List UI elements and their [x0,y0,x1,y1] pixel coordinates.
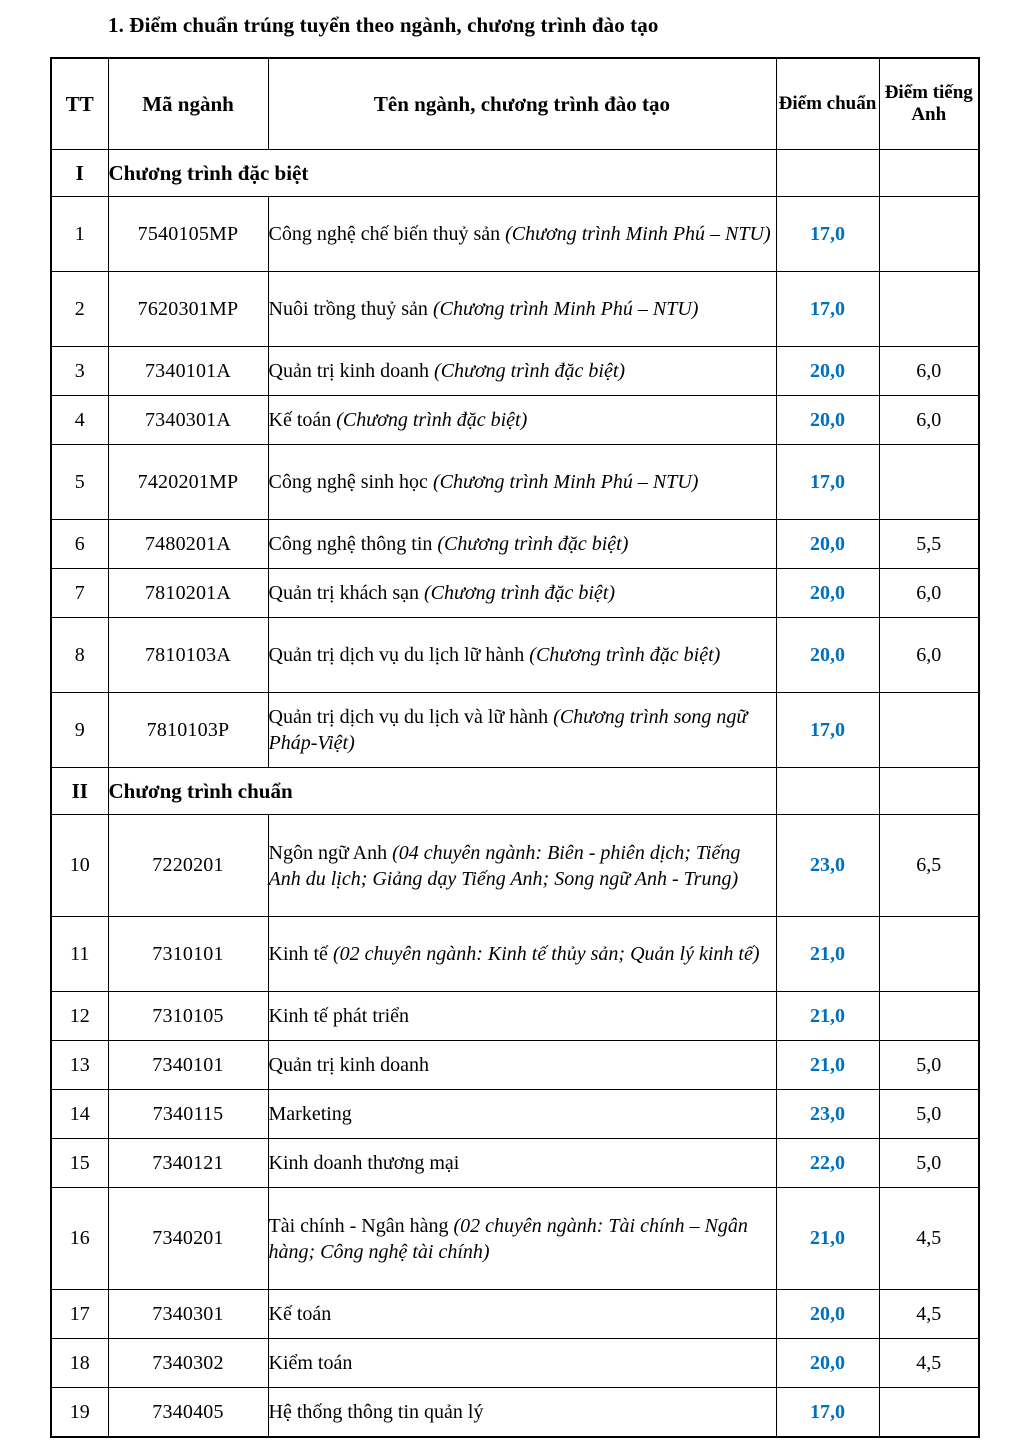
cell-major-code: 7340405 [108,1388,268,1438]
cell-major-name [268,618,776,693]
cell-index: 17 [51,1290,108,1339]
major-name-text: Kinh tế [268,943,333,965]
table-row [51,1290,979,1339]
cell-benchmark-score: 20,0 [776,569,879,618]
cell-index: 3 [51,347,108,396]
cell-major-code: 7810103P [108,693,268,768]
cell-english-score [879,693,979,768]
section-score-cell [776,768,879,815]
major-name-text: Kinh tế phát triển [268,1005,410,1027]
column-header-score: Điểm chuẩn [776,58,879,150]
section-numeral: I [51,150,108,197]
table-row [51,1041,979,1090]
cell-major-name [268,1339,776,1388]
cell-index: 10 [51,815,108,917]
table-row [51,618,979,693]
table-row [51,272,979,347]
major-program-note: (02 chuyên ngành: Kinh tế thủy sản; Quản lý kinh tế) [332,943,760,965]
section-label: Chương trình chuẩn [108,768,776,815]
major-program-note: (Chương trình Minh Phú – NTU) [432,298,699,320]
cell-major-code: 7220201 [108,815,268,917]
cell-major-code: 7340115 [108,1090,268,1139]
cell-index: 2 [51,272,108,347]
cell-major-name [268,396,776,445]
table-row [51,569,979,618]
cell-english-score [879,917,979,992]
page-title: 1. Điểm chuẩn trúng tuyển theo ngành, chương trình đào tạo [108,13,659,37]
major-program-note: (Chương trình đặc biệt) [437,533,629,555]
cell-major-name [268,1139,776,1188]
cell-major-name [268,1090,776,1139]
cell-benchmark-score: 23,0 [776,815,879,917]
cell-major-name [268,569,776,618]
major-name-text: Quản trị dịch vụ du lịch lữ hành [268,644,530,666]
table-row [51,396,979,445]
cell-major-name [268,520,776,569]
column-header-english: Điểm tiếng Anh [879,58,979,150]
section-score-cell [776,150,879,197]
major-program-note: (Chương trình đặc biệt) [424,582,616,604]
cell-major-code: 7420201MP [108,445,268,520]
table-body [51,150,979,1438]
major-name-text: Công nghệ chế biến thuỷ sản [268,223,506,245]
section-numeral: II [51,768,108,815]
table-row [51,1188,979,1290]
cell-benchmark-score: 20,0 [776,347,879,396]
cell-english-score [879,1388,979,1438]
cell-major-code: 7340121 [108,1139,268,1188]
table-row [51,1339,979,1388]
major-program-note: (Chương trình đặc biệt) [434,360,626,382]
cell-major-name [268,917,776,992]
table-row [51,347,979,396]
table-row [51,693,979,768]
cell-benchmark-score: 21,0 [776,992,879,1041]
cell-major-code: 7340101 [108,1041,268,1090]
table-header [51,58,979,150]
major-program-note: (Chương trình song ngữ Pháp-Việt) [268,706,748,754]
cell-benchmark-score: 20,0 [776,396,879,445]
admission-score-table [50,57,980,1438]
major-name-text: Nuôi trồng thuỷ sản [268,298,433,320]
cell-index: 14 [51,1090,108,1139]
cell-index: 4 [51,396,108,445]
cell-major-code: 7310105 [108,992,268,1041]
cell-index: 15 [51,1139,108,1188]
cell-major-code: 7810201A [108,569,268,618]
cell-benchmark-score: 21,0 [776,917,879,992]
cell-major-name [268,815,776,917]
cell-english-score: 6,0 [879,347,979,396]
cell-major-name [268,272,776,347]
cell-index: 11 [51,917,108,992]
table-row [51,815,979,917]
cell-index: 13 [51,1041,108,1090]
major-name-text: Quản trị kinh doanh [268,1054,430,1076]
cell-major-name [268,347,776,396]
cell-major-name [268,992,776,1041]
cell-major-name [268,1388,776,1438]
cell-english-score [879,197,979,272]
cell-major-code: 7340101A [108,347,268,396]
cell-major-code: 7620301MP [108,272,268,347]
cell-major-name [268,693,776,768]
column-header-name: Tên ngành, chương trình đào tạo [268,58,776,150]
cell-index: 8 [51,618,108,693]
major-name-text: Ngôn ngữ Anh [268,841,393,864]
cell-benchmark-score: 17,0 [776,445,879,520]
section-english-cell [879,150,979,197]
table-row [51,917,979,992]
cell-index: 16 [51,1188,108,1290]
cell-benchmark-score: 20,0 [776,520,879,569]
cell-major-name [268,197,776,272]
major-name-text: Kinh doanh thương mại [268,1152,460,1174]
cell-benchmark-score: 17,0 [776,272,879,347]
cell-english-score [879,992,979,1041]
major-name-text: Hệ thống thông tin quản lý [268,1401,484,1423]
cell-index: 18 [51,1339,108,1388]
cell-english-score: 5,0 [879,1139,979,1188]
cell-major-code: 7310101 [108,917,268,992]
major-name-text: Tài chính - Ngân hàng [268,1214,454,1237]
cell-english-score: 5,5 [879,520,979,569]
table-row [51,445,979,520]
cell-benchmark-score: 22,0 [776,1139,879,1188]
column-header-code: Mã ngành [108,58,268,150]
cell-benchmark-score: 17,0 [776,693,879,768]
cell-benchmark-score: 20,0 [776,618,879,693]
cell-major-code: 7340301A [108,396,268,445]
cell-english-score: 5,0 [879,1090,979,1139]
cell-benchmark-score: 20,0 [776,1339,879,1388]
cell-english-score [879,445,979,520]
cell-benchmark-score: 23,0 [776,1090,879,1139]
major-program-note: (02 chuyên ngành: Tài chính – Ngân hàng; Công nghệ tài chính) [268,1214,748,1263]
cell-index: 5 [51,445,108,520]
header-row [51,58,979,150]
cell-english-score: 5,0 [879,1041,979,1090]
cell-major-code: 7540105MP [108,197,268,272]
major-name-text: Quản trị dịch vụ du lịch và lữ hành [268,706,554,728]
table-row [51,197,979,272]
cell-english-score [879,272,979,347]
cell-index: 12 [51,992,108,1041]
major-program-note: (Chương trình Minh Phú – NTU) [505,223,771,245]
major-program-note: (04 chuyên ngành: Biên - phiên dịch; Tiếng Anh du lịch; Giảng dạy Tiếng Anh; Song ngữ Anh - Trung) [268,841,741,890]
cell-benchmark-score: 17,0 [776,1388,879,1438]
major-name-text: Công nghệ thông tin [268,533,438,555]
cell-english-score: 4,5 [879,1290,979,1339]
cell-benchmark-score: 17,0 [776,197,879,272]
table-row [51,520,979,569]
table-row [51,1388,979,1438]
cell-benchmark-score: 21,0 [776,1188,879,1290]
major-name-text: Quản trị kinh doanh [268,360,435,382]
cell-benchmark-score: 21,0 [776,1041,879,1090]
section-label: Chương trình đặc biệt [108,150,776,197]
cell-major-code: 7480201A [108,520,268,569]
column-header-tt: TT [51,58,108,150]
cell-major-code: 7810103A [108,618,268,693]
table-row [51,992,979,1041]
cell-index: 6 [51,520,108,569]
major-name-text: Quản trị khách sạn [268,582,425,604]
cell-major-name [268,1290,776,1339]
major-name-text: Marketing [268,1103,352,1125]
table-row [51,1090,979,1139]
cell-english-score: 6,0 [879,569,979,618]
cell-major-code: 7340201 [108,1188,268,1290]
cell-english-score: 4,5 [879,1339,979,1388]
cell-english-score: 4,5 [879,1188,979,1290]
cell-index: 1 [51,197,108,272]
major-program-note: (Chương trình Minh Phú – NTU) [432,471,699,493]
cell-english-score: 6,5 [879,815,979,917]
major-name-text: Công nghệ sinh học [268,471,433,493]
cell-english-score: 6,0 [879,396,979,445]
cell-index: 7 [51,569,108,618]
section-row [51,768,979,815]
cell-major-code: 7340302 [108,1339,268,1388]
section-row [51,150,979,197]
cell-english-score: 6,0 [879,618,979,693]
major-program-note: (Chương trình đặc biệt) [529,644,721,666]
major-name-text: Kế toán [268,409,337,431]
cell-index: 9 [51,693,108,768]
cell-index: 19 [51,1388,108,1438]
section-english-cell [879,768,979,815]
table-row [51,1139,979,1188]
cell-major-name [268,445,776,520]
cell-major-name [268,1188,776,1290]
major-program-note: (Chương trình đặc biệt) [336,409,528,431]
major-name-text: Kế toán [268,1303,332,1325]
cell-major-name [268,1041,776,1090]
major-name-text: Kiểm toán [268,1352,353,1374]
cell-benchmark-score: 20,0 [776,1290,879,1339]
cell-major-code: 7340301 [108,1290,268,1339]
